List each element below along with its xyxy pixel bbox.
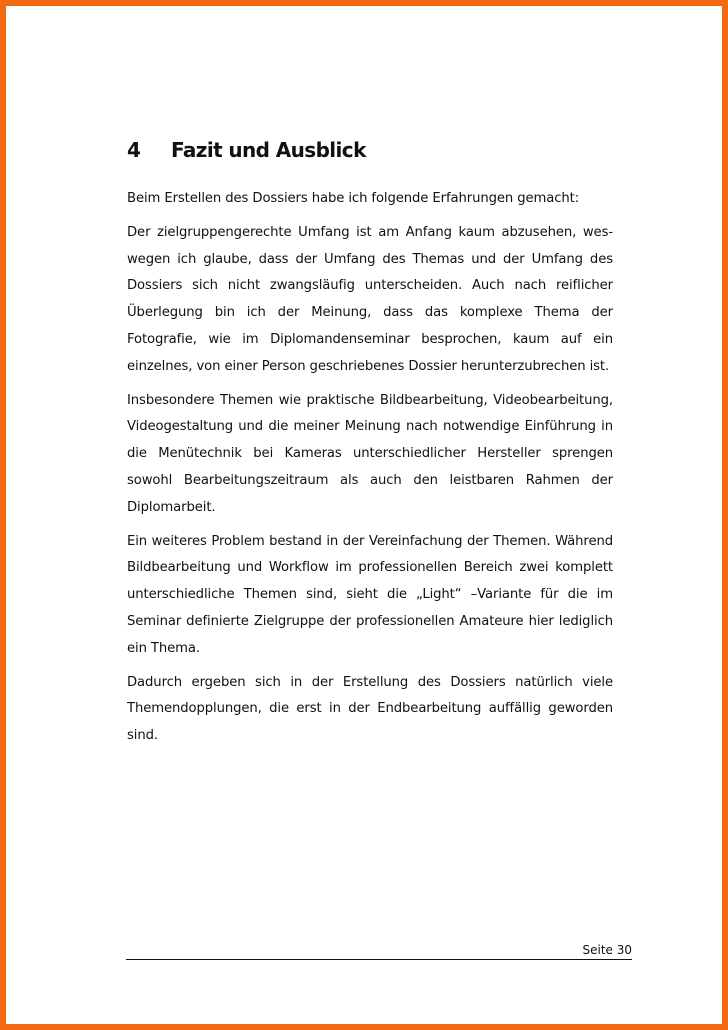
section-heading bbox=[127, 134, 613, 166]
paragraph-simplification: Ein weiteres Problem bestand in der Vereinfachung der Themen. Während Bildbearbeitung und Workflow im professionellen Bereich zwei komplett unterschiedliche Themen sind, sieht die „Light“ –Variante für die im Seminar definierte Zielgruppe der professionellen Amateure hier lediglich ein Thema. bbox=[127, 533, 613, 656]
page-number: Seite 30 bbox=[582, 943, 632, 957]
paragraph-intro: Beim Erstellen des Dossiers habe ich folgende Erfahrungen gemacht: bbox=[127, 191, 580, 206]
section-title: Fazit und Ausblick bbox=[171, 138, 366, 162]
document-body bbox=[127, 134, 613, 757]
paragraph-duplicates: Dadurch ergeben sich in der Erstellung des Dossiers natürlich viele Themendopplungen, die erst in der Endbearbeitung auffällig geworden sind. bbox=[127, 674, 613, 744]
paragraph-topics: Insbesondere Themen wie praktische Bildbearbeitung, Videobearbeitung, Videogestaltung und die meiner Meinung nach notwendige Einführung in die Menütechnik bei Kameras unterschiedlicher Hersteller sprengen sowohl Bearbeitungszeitraum als auch den leistbaren Rahmen der Diplomarbeit. bbox=[127, 392, 613, 515]
paragraph-scope: Der zielgruppengerechte Umfang ist am Anfang kaum abzusehen, wes-wegen ich glaube, dass der Umfang des Themas und der Umfang des Dossiers sich nicht zwangsläufig unterscheiden. Auch nach reiflicher Überlegung bin ich der Meinung, dass das komplexe Thema der Fotografie, wie im Diplomandenseminar besprochen, kaum auf ein einzelnes, von einer Person geschriebenes Dossier herunterzubrechen ist. bbox=[127, 224, 613, 374]
section-number: 4 bbox=[127, 138, 141, 162]
page-footer bbox=[126, 943, 632, 960]
